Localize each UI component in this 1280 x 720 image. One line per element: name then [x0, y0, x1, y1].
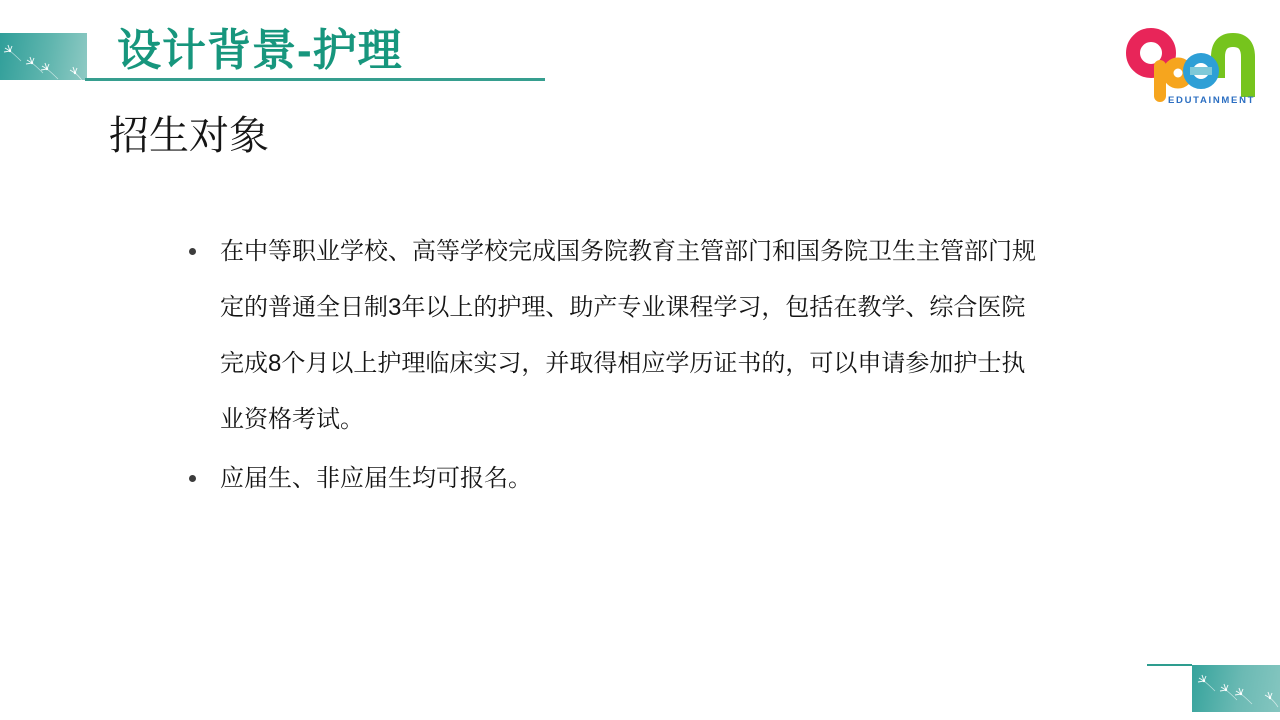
- logo-tagline: EDUTAINMENT: [1168, 95, 1256, 106]
- footer-line: [1147, 664, 1192, 666]
- corner-decoration-top-left: [0, 33, 87, 80]
- slide-title: 设计背景-护理: [117, 26, 403, 75]
- section-heading: 招生对象: [109, 114, 269, 158]
- bullet-dot-icon: [189, 248, 196, 255]
- logo-letter-n: [1218, 40, 1248, 97]
- title-underline: [85, 78, 545, 81]
- logo-letter-e-bar: [1190, 67, 1212, 75]
- corner-decoration-bottom-right: [1192, 665, 1280, 712]
- open-edutainment-logo: [1118, 24, 1268, 116]
- bullet-list: [220, 224, 1036, 507]
- bullet-text-line: 完成8个月以上护理临床实习，并取得相应学历证书的，可以申请参加护士执: [220, 350, 1026, 377]
- bullet-text-line: 业资格考试。: [220, 406, 364, 433]
- bullet-text-line: 定的普通全日制3年以上的护理、助产专业课程学习，包括在教学、综合医院: [220, 294, 1026, 321]
- bullet-dot-icon: [189, 475, 196, 482]
- list-item: [220, 451, 1036, 507]
- dandelion-seeds-icon: [0, 33, 87, 80]
- dandelion-seeds-icon: [1192, 665, 1280, 712]
- list-item: [220, 224, 1036, 448]
- bullet-text-line: 在中等职业学校、高等学校完成国务院教育主管部门和国务院卫生主管部门规: [220, 238, 1036, 265]
- bullet-text-line: 应届生、非应届生均可报名。: [220, 465, 532, 492]
